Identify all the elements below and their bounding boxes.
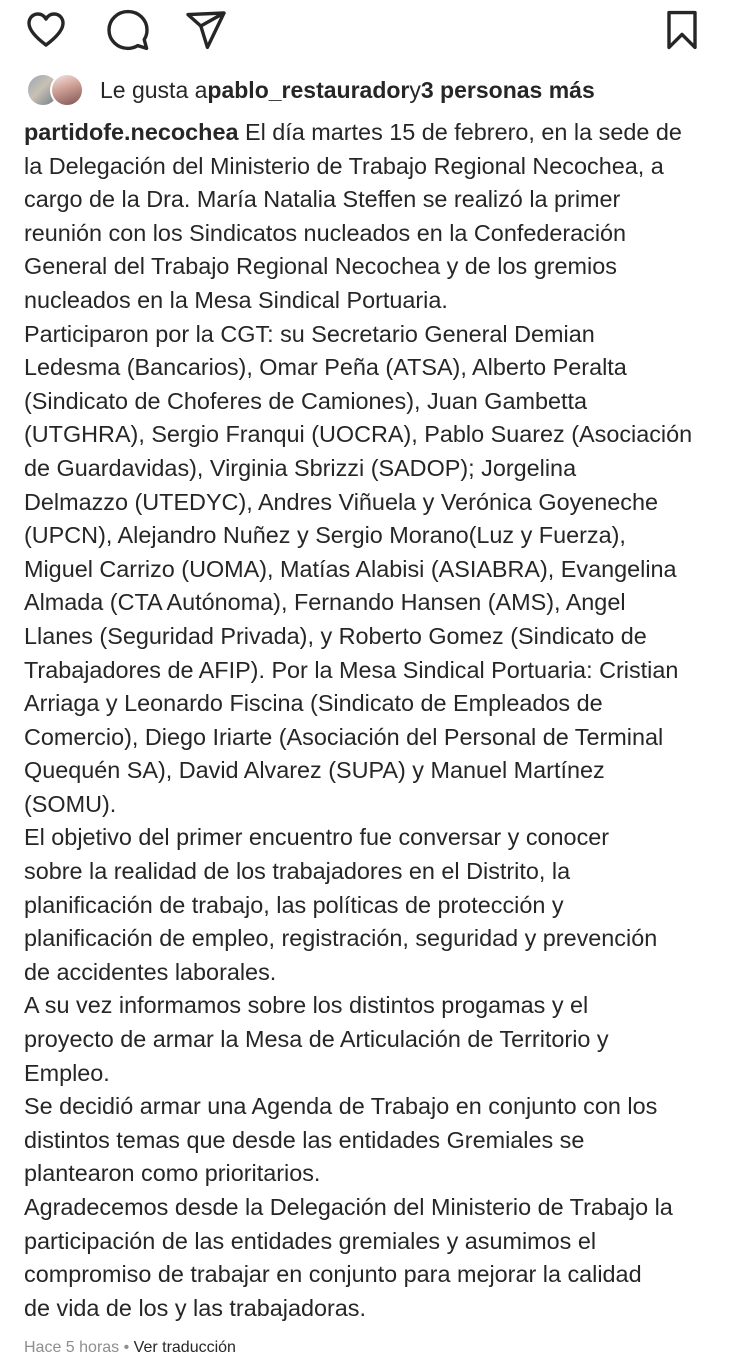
likes-connector: y [409,76,421,103]
caption-line: cargo de la Dra. María Natalia Steffen se realizó la primer [24,186,621,213]
caption-line: Empleo. [24,1059,110,1086]
caption-line: Llanes (Seguridad Privada), y Roberto Gomez (Sindicato de [24,622,647,649]
post-action-bar [0,0,730,60]
caption-line: Almada (CTA Autónoma), Fernando Hansen (AMS), Angel [24,589,626,616]
share-icon[interactable] [184,8,228,52]
caption-line: reunión con los Sindicatos nucleados en la Confederación [24,219,627,246]
caption-line: planificación de empleo, registración, seguridad y prevención [24,925,658,952]
caption-line: distintos temas que desde las entidades Gremiales se [24,1126,585,1153]
see-translation-link[interactable]: Ver traducción [133,1339,236,1356]
caption-text: El día martes 15 de febrero, en la sede de [238,119,682,145]
caption-line: de vida de los y las trabajadoras. [24,1294,366,1321]
caption-line: (SOMU). [24,790,117,817]
caption-line: Ledesma (Bancarios), Omar Peña (ATSA), Alberto Peralta [24,354,627,381]
caption-line: sobre la realidad de los trabajadores en el Distrito, la [24,858,571,885]
post-username[interactable]: partidofe.necochea [24,119,239,145]
caption-line: Comercio), Diego Iriarte (Asociación del Personal de Terminal [24,723,664,750]
caption-line: El objetivo del primer encuentro fue conversar y conocer [24,824,610,851]
caption-line: Quequén SA), David Alvarez (SUPA) y Manuel Martínez [24,757,605,784]
caption-line: compromiso de trabajar en conjunto para mejorar la calidad [24,1261,642,1288]
post-caption [24,116,716,1325]
caption-line: la Delegación del Ministerio de Trabajo Regional Necochea, a [24,152,664,179]
liker-avatars [26,73,88,107]
bookmark-icon[interactable] [660,8,704,52]
caption-line: A su vez informamos sobre los distintos progamas y el [24,992,589,1019]
caption-line: nucleados en la Mesa Sindical Portuaria. [24,286,448,313]
avatar [50,73,84,107]
heart-icon[interactable] [24,8,68,52]
comment-icon[interactable] [106,8,150,52]
caption-first-line [24,116,716,150]
caption-line: proyecto de armar la Mesa de Articulación de Territorio y [24,1026,609,1053]
likes-summary[interactable] [26,72,595,108]
post-timestamp: Hace 5 horas [24,1339,120,1356]
caption-line: General del Trabajo Regional Necochea y de los gremios [24,253,617,280]
likes-others-link[interactable]: 3 personas más [420,76,595,103]
likes-prefix: Le gusta a [100,76,208,103]
caption-line: Miguel Carrizo (UOMA), Matías Alabisi (ASIABRA), Evangelina [24,555,677,582]
caption-line: (Sindicato de Choferes de Camiones), Juan Gambetta [24,387,587,414]
caption-line: participación de las entidades gremiales y asumimos el [24,1227,597,1254]
caption-line: (UPCN), Alejandro Nuñez y Sergio Morano(Luz y Fuerza), [24,522,626,549]
post-meta [24,1339,236,1357]
caption-line: Se decidió armar una Agenda de Trabajo en conjunto con los [24,1093,658,1120]
caption-line: planificación de trabajo, las políticas de protección y [24,891,564,918]
caption-line: de Guardavidas), Virginia Sbrizzi (SADOP); Jorgelina [24,454,577,481]
caption-line: de accidentes laborales. [24,958,277,985]
liker-username[interactable]: pablo_restaurador [207,76,410,103]
caption-line: Delmazzo (UTEDYC), Andres Viñuela y Verónica Goyeneche [24,488,659,515]
caption-line: Trabajadores de AFIP). Por la Mesa Sindical Portuaria: Cristian [24,656,679,683]
meta-separator: • [119,1339,134,1356]
caption-line: Arriaga y Leonardo Fiscina (Sindicato de Empleados de [24,690,603,717]
caption-line: (UTGHRA), Sergio Franqui (UOCRA), Pablo Suarez (Asociación [24,421,693,448]
caption-line: plantearon como prioritarios. [24,1160,321,1187]
caption-line: Agradecemos desde la Delegación del Ministerio de Trabajo la [24,1194,673,1220]
caption-line: Participaron por la CGT: su Secretario General Demian [24,320,595,347]
